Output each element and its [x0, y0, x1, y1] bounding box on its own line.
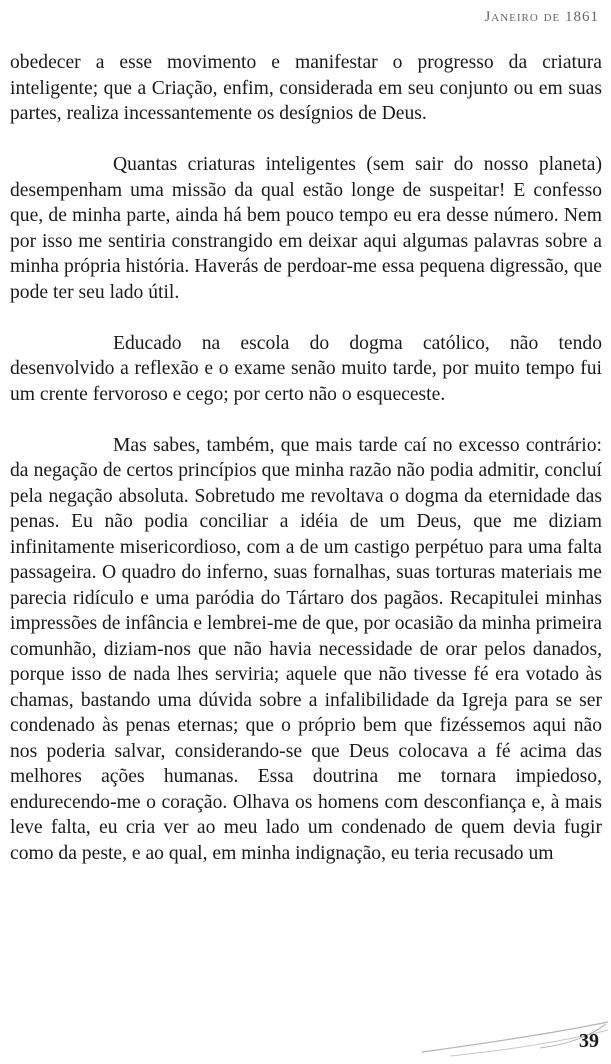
running-header: Janeiro de 1861	[484, 9, 599, 25]
paragraph-1: obedecer a esse movimento e manifestar o progresso da criatura inteligente; que a Criação, enfim, considerada em seu conjunto ou em suas partes, realiza incessantemente os desígnios de Deus.	[10, 52, 602, 124]
paragraph-3: Educado na escola do dogma católico, não tendo desenvolvido a reflexão e o exame senão muito tarde, por muito tempo fui um crente fervoroso e cego; por certo não o esqueceste.	[10, 332, 602, 405]
page-body	[10, 50, 602, 866]
page-number: 39	[579, 1030, 599, 1052]
paragraph-2: Quantas criaturas inteligentes (sem sair do nosso planeta) desempenham uma missão da qual estão longe de suspeitar! E confesso que, de minha parte, ainda há bem pouco tempo eu era desse número. Nem por isso me sentiria constrangido em deixar aqui algumas palavras sobre a minha própria história. Haverás de perdoar-me essa pequena digressão, que pode ter seu lado útil.	[10, 154, 602, 303]
paragraph-4: Mas sabes, também, que mais tarde caí no excesso contrário: da negação de certos princípios que minha razão não podia admitir, concluí pela negação absoluta. Sobretudo me revoltava o dogma da eternidade das penas. Eu não podia conciliar a idéia de um Deus, que me diziam infinitamente misericordioso, com a de um castigo perpétuo para uma falta passageira. O quadro do inferno, suas fornalhas, suas torturas materiais me parecia ridículo e uma paródia do Tártaro dos pagãos. Recapitulei minhas impressões de infância e lembrei-me de que, por ocasião da minha primeira comunhão, diziam-nos que não havia necessidade de orar pelos danados, porque isso de nada lhes serviria; aquele que não tivesse fé era votado às chamas, bastando uma dúvida sobre a infalibilidade da Igreja para se ser condenado às penas eternas; que o próprio bem que fizéssemos aqui não nos poderia salvar, considerando-se que Deus colocava a fé acima das melhores ações humanas. Essa doutrina me tornara impiedoso, endurecendo-me o coração. Olhava os homens com desconfiança e, à mais leve falta, eu cria ver ao meu lado um condenado de quem devia fugir como da peste, e ao qual, em minha indignação, eu teria recusado um	[10, 434, 602, 864]
